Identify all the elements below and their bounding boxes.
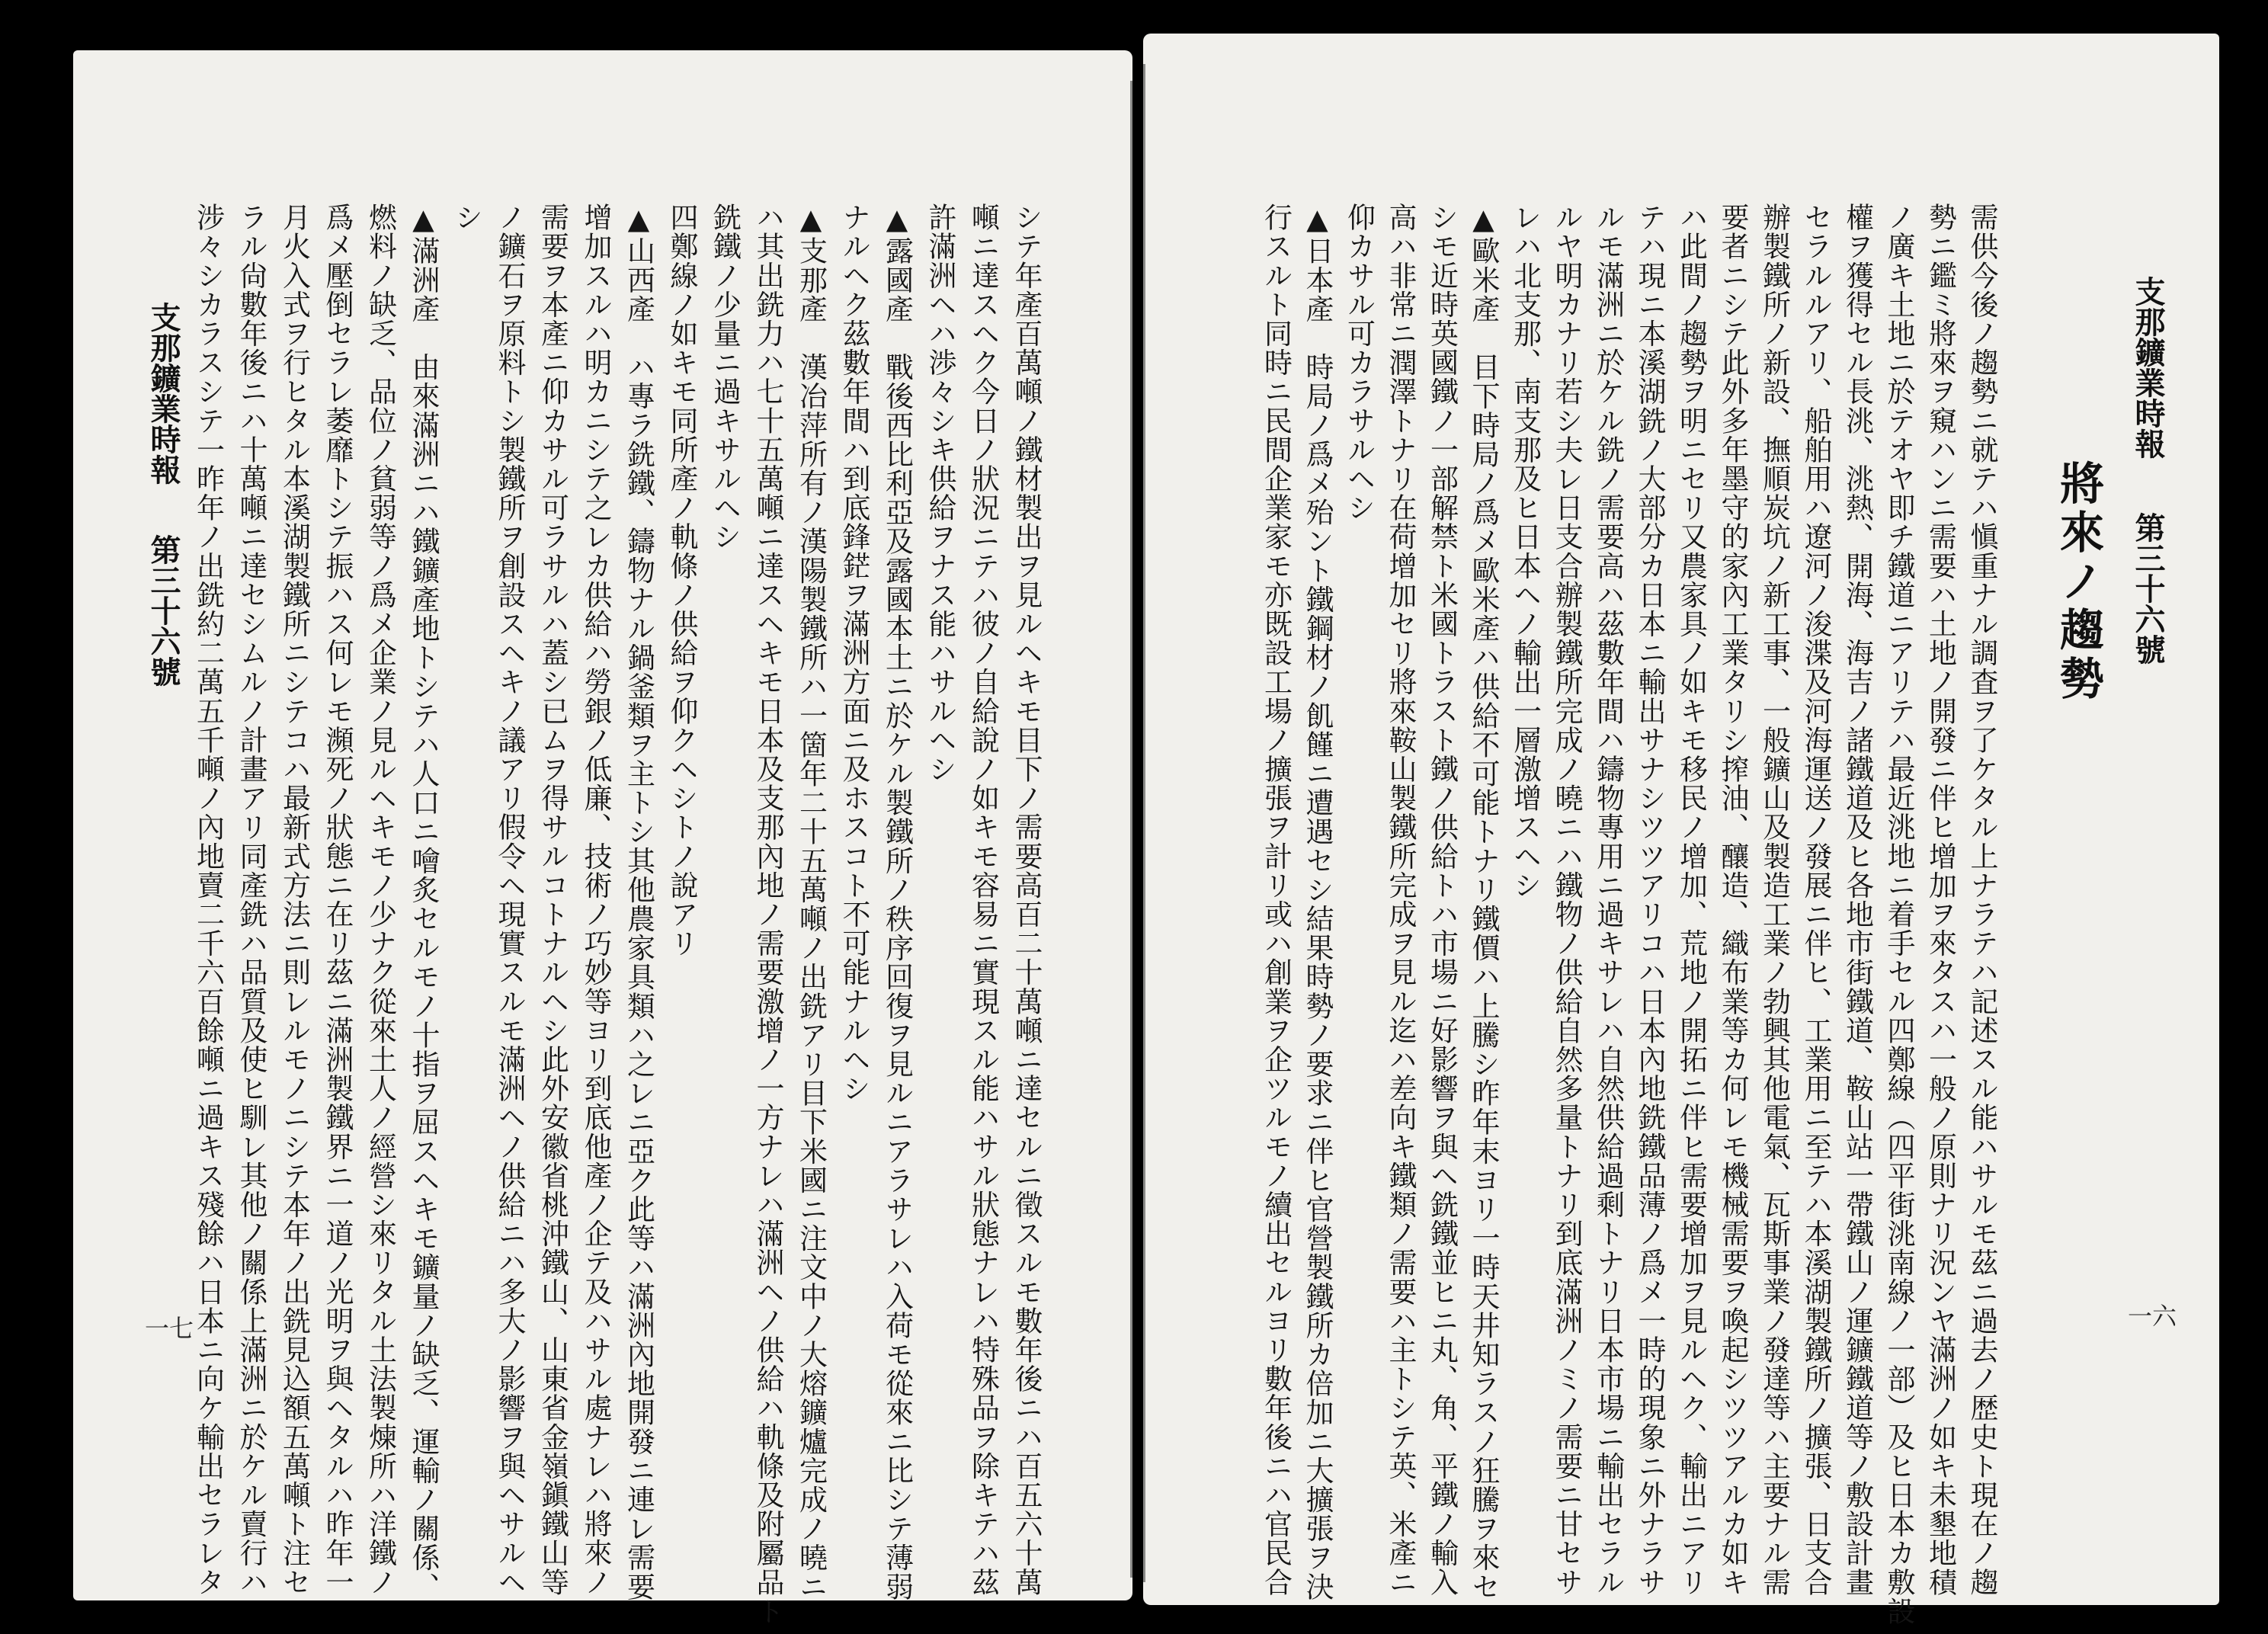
text-column: ルヤ明カナリ若シ夫レ日支合辦製鐵所完成ノ曉ニハ鐵物ノ供給自然多量トナリ到底滿洲ノミノ需要ニ甘セサ [1550, 203, 1583, 1597]
text-column: 涉々シカラスシテ一昨年ノ出銑約二萬五千噸ノ內地賣二千六百餘噸ニ過キス殘餘ハ日本ニ向ケ輸出セラレタ [191, 203, 225, 1597]
text-column: 勢ニ鑑ミ將來ヲ窺ハンニ需要ハ土地ノ開發ニ伴ヒ增加ヲ來タスハ一般ノ原則ナリ況ンヤ滿洲ノ如キ未墾地積 [1924, 203, 1957, 1597]
text-column: テハ現ニ本溪湖銑ノ大部分カ日本ニ輸出サナシツツアリコハ日本內地銑鐵品薄ノ爲メ一時的現象ニ外ナラサ [1633, 203, 1666, 1597]
text-column: ▲歐米產 目下時局ノ爲メ歐米產ハ供給不可能トナリ鐵價ハ上騰シ昨年末ヨリ一時天井知ラスノ狂騰ヲ來セ [1467, 203, 1500, 1601]
text-column: 辦製鐵所ノ新設、撫順炭坑ノ新工事、一般鑛山及製造工業ノ勃興其他電氣、瓦斯事業ノ發達等ハ主要ナル需 [1757, 203, 1791, 1597]
text-column: 爲メ壓倒セラレ萎靡トシテ振ハス何レモ瀕死ノ狀態ニ在リ茲ニ滿洲製鐵界ニ一道ノ光明ヲ與ヘタルハ昨年一 [321, 203, 354, 1597]
text-column: 月火入式ヲ行ヒタル本溪湖製鐵所ニシテコハ最新式方法ニ則レルモノニシテ本年ノ出銑見込額五萬噸ト注セ [277, 203, 311, 1597]
text-column: ▲日本產 時局ノ爲メ殆ント鐵鋼材ノ飢饉ニ遭遇セシ結果時勢ノ要求ニ伴ヒ官營製鐵所カ倍加ニ大擴張ヲ決 [1301, 203, 1334, 1601]
text-column: 銑鐵ノ少量ニ過キサルヘシ [708, 203, 742, 552]
text-column: ▲滿洲產 由來滿洲ニハ鐵鑛產地トシテハ人口ニ噲炙セルモノ十指ヲ屈スヘキモ鑛量ノ缺乏、運輸ノ關係、 [407, 203, 440, 1601]
running-header-journal: 支那鑛業時報 [2130, 276, 2166, 459]
text-column: 噸ニ達スヘク今日ノ狀況ニテハ彼ノ自給說ノ如キモ容易ニ實現スル能ハサル狀態ナレハ特殊品ヲ除キテハ茲 [966, 203, 1000, 1597]
text-column: ▲支那產 漢冶萍所有ノ漢陽製鐵所ハ一箇年二十五萬噸ノ出銑アリ目下米國ニ注文中ノ大熔鑛爐完成ノ曉ニ [794, 203, 828, 1601]
text-column: 高ハ非常ニ潤澤トナリ在荷增加セリ將來鞍山製鐵所完成ヲ見ル迄ハ差向キ鐵類ノ需要ハ主トシテ英、米產ニ [1384, 203, 1417, 1597]
text-column: ナルヘク茲數年間ハ到底鋒鋩ヲ滿洲方面ニ及ホスコト不可能ナルヘシ [838, 203, 870, 1104]
text-column: セラルルアリ、船舶用ハ遼河ノ浚渫及河海運送ノ發展ニ伴ヒ、工業用ニ至テハ本溪湖製鐵所ノ擴張、日支合 [1799, 203, 1832, 1597]
running-header-issue: 第三十六號 [146, 534, 181, 687]
text-column: 要者ニシテ此外多年墨守的家內工業タリシ搾油、釀造、織布業等カ何レモ機械需要ヲ喚起シツツアルカ如キ [1716, 203, 1749, 1597]
text-column: シテ年產百萬噸ノ鐵材製出ヲ見ルヘキモ目下ノ需要高百二十萬噸ニ達セルニ徵スルモ數年後ニハ百五六十萬 [1010, 203, 1043, 1597]
text-column: 增加スルハ明カニシテ之レカ供給ハ勞銀ノ低廉、技術ノ巧妙等ヨリ到底他產ノ企テ及ハサル處ナレハ將來ノ [579, 203, 612, 1597]
page-number: 一六 [2128, 1302, 2177, 1331]
text-column: 燃料ノ缺乏、品位ノ貧弱等ノ爲メ企業ノ見ルヘキモノ少ナク從來土人ノ經營シ來リタル土法製煉所ハ洋鐵ノ [364, 203, 397, 1597]
gutter-shadow [1143, 64, 1145, 1582]
section-title: 將來ノ趨勢 [2052, 460, 2104, 704]
text-column: ラル尙數年後ニハ十萬噸ニ達セシムルノ計畫アリ同產銑ハ品質及使ヒ馴レ其他ノ關係上滿洲ニ於ケル賣行ハ [235, 203, 267, 1597]
gutter-shadow [1130, 81, 1132, 1578]
running-header-issue: 第三十六號 [2130, 512, 2166, 665]
text-column: レハ北支那、南支那及ヒ日本ヘノ輸出一層激增スヘシ [1508, 203, 1542, 900]
right-page [1143, 34, 2219, 1626]
text-column: ハ此間ノ趨勢ヲ明ニセリ又農家具ノ如キモ移民ノ增加、荒地ノ開拓ニ伴ヒ需要增加ヲ見ルヘク、輸出ニアリ [1674, 203, 1708, 1597]
text-column: 仰カサル可カラサルヘシ [1342, 203, 1376, 523]
text-column: 四鄭線ノ如キモ同所產ノ軌條ノ供給ヲ仰クヘシトノ說アリ [665, 203, 698, 958]
text-column: ▲山西產 ハ專ラ銑鐵、鑄物ナル鍋釜類ヲ主トシ其他農家具類ハ之レニ亞ク此等ハ滿洲內地開發ニ連レ需要 [622, 203, 655, 1601]
text-column: ハ其出銑力ハ七十五萬噸ニ達スヘキモ日本及支那內地ノ需要激增ノ一方ナレハ滿洲ヘノ供給ハ軌條及附屬品ト [751, 203, 784, 1626]
text-column: ノ鑛石ヲ原料トシ製鐵所ヲ創設スヘキノ議アリ假令ヘ現實スルモ滿洲ヘノ供給ニハ多大ノ影響ヲ與ヘサルヘ [493, 203, 526, 1597]
text-column: 行スルト同時ニ民間企業家モ亦既設工場ノ擴張ヲ計リ或ハ創業ヲ企ツルモノ續出セルヨリ數年後ニハ官民合 [1259, 203, 1293, 1597]
text-column: ノ廣キ土地ニ於テオヤ即チ鐵道ニアリテハ最近洮地ニ着手セル四鄭線（四平街洮南線ノ一部）及ヒ日本カ敷設 [1882, 203, 1915, 1626]
text-column: 權ヲ獲得セル長洮、洮熱、開海、海吉ノ諸鐵道及ヒ各地市街鐵道、鞍山站一帶鐵山ノ運鑛鐵道等ノ敷設計畫 [1840, 203, 1874, 1597]
text-column: 需供今後ノ趨勢ニ就テハ愼重ナル調査ヲ了ケタル上ナラテハ記述スル能ハサルモ茲ニ過去ノ歴史ト現在ノ趨 [1965, 203, 1998, 1597]
running-header-journal: 支那鑛業時報 [146, 302, 181, 485]
text-column: ルモ滿洲ニ於ケル銑ノ需要高ハ茲數年間ハ鑄物專用ニ過キサレハ自然供給過剩トナリ日本市場ニ輸出セラル [1591, 203, 1625, 1597]
text-column: 許滿洲ヘハ渉々シキ供給ヲナス能ハサルヘシ [924, 203, 956, 783]
left-page [73, 50, 1132, 1626]
page-number: 一七 [145, 1314, 194, 1343]
text-column: シ [450, 203, 483, 232]
text-column: 需要ヲ本產ニ仰カサル可ラサルハ蓋シ已ムヲ得サルコトナルヘシ此外安徽省桃沖鐵山、山東省金嶺鎭鐵山等 [536, 203, 569, 1597]
text-column: ▲露國產 戰後西比利亞及露國本土ニ於ケル製鐵所ノ秩序回復ヲ見ルニアラサレハ入荷モ從來ニ比シテ薄弱 [880, 203, 914, 1601]
text-column: シモ近時英國鐵ノ一部解禁ト米國トラスト鐵ノ供給トハ市場ニ好影響ヲ與ヘ銑鐵並ヒニ丸、角、平鐵ノ輸入 [1425, 203, 1459, 1597]
